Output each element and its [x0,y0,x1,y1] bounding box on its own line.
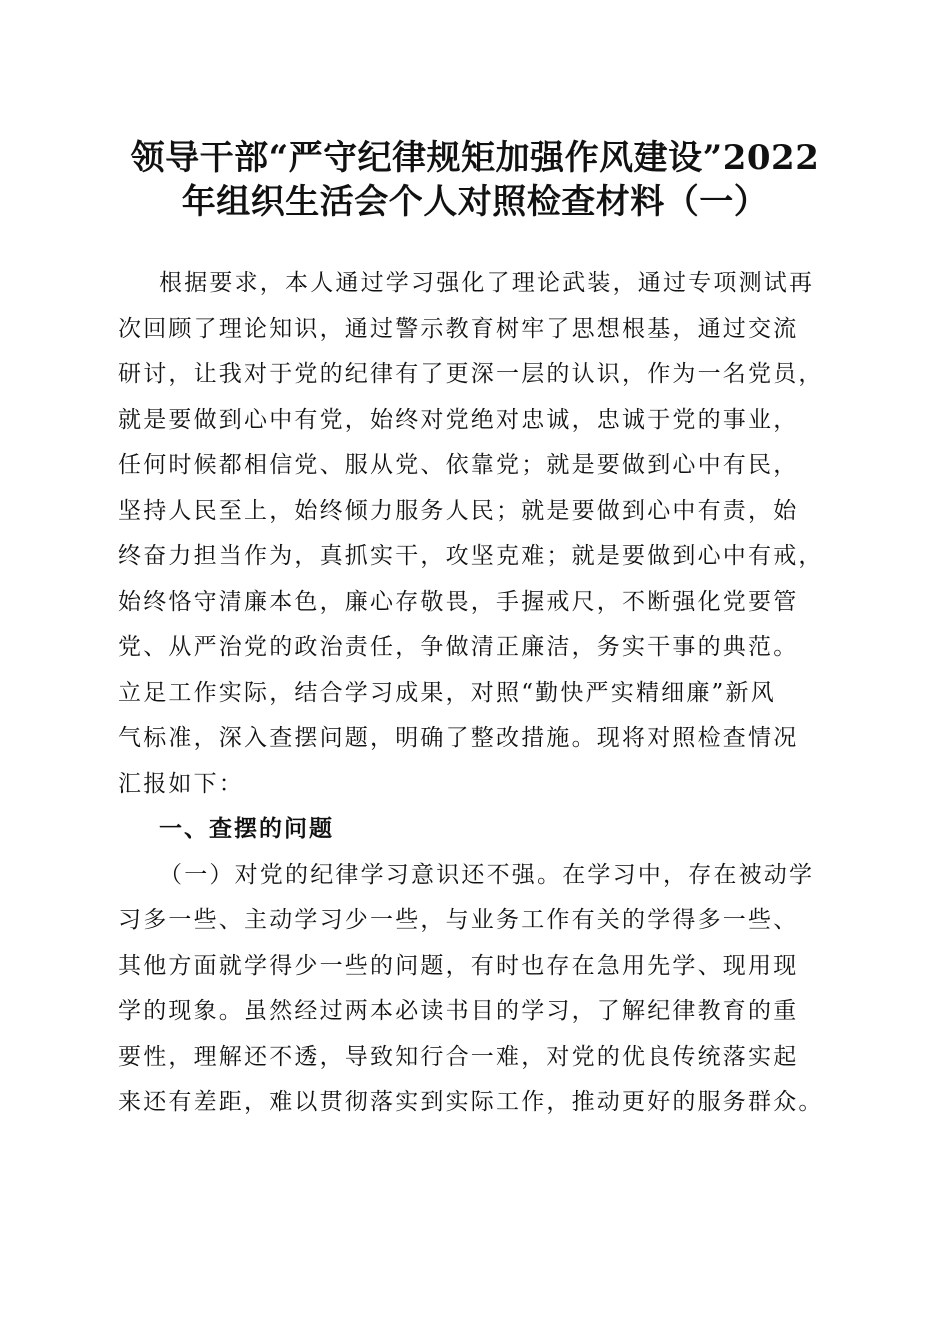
paragraph-line: 始终恪守清廉本色，廉心存敬畏，手握戒尺，不断强化党要管 [118,588,799,615]
paragraph-line: 就是要做到心中有党，始终对党绝对忠诚，忠诚于党的事业， [118,406,799,433]
section-problems [118,807,838,1126]
paragraph-line: 根据要求，本人通过学习强化了理论武装，通过专项测试再 [159,270,815,296]
paragraph-line: 来还有差距，难以贯彻落实到实际工作，推动更好的服务群众。 [118,1089,824,1115]
paragraph-line: 习多一些、主动学习少一些，与业务工作有关的学得多一些、 [118,907,799,933]
paragraph-line: 学的现象。虽然经过两本必读书目的学习，了解纪律教育的重 [118,998,799,1024]
intro-paragraph [118,261,838,807]
paragraph-line: 研讨，让我对于党的纪律有了更深一层的认识，作为一名党员， [118,361,824,387]
paragraph-line: 气标准，深入查摆问题，明确了整改措施。现将对照检查情况 [118,725,799,751]
paragraph-line: （一）对党的纪律学习意识还不强。在学习中，存在被动学 [159,861,815,888]
paragraph-line: 终奋力担当作为，真抓实干，攻坚克难；就是要做到心中有戒， [118,543,824,569]
paragraph-line: 立足工作实际，结合学习成果，对照“勤快严实精细廉”新风 [118,679,776,706]
document-title-line-1: 领导干部“严守纪律规矩加强作风建设”2022 [130,138,820,178]
paragraph-line: 任何时候都相信党、服从党、依靠党；就是要做到心中有民， [118,452,799,478]
paragraph-line: 其他方面就学得少一些的问题，有时也存在急用先学、现用现 [118,952,799,979]
paragraph-line: 要性，理解还不透，导致知行合一难，对党的优良传统落实起 [118,1043,799,1070]
paragraph-line: 次回顾了理论知识，通过警示教育树牢了思想根基，通过交流 [118,315,799,342]
section-heading: 一、查摆的问题 [159,816,334,842]
document-title-line-2: 年组织生活会个人对照检查材料（一） [181,182,769,222]
paragraph-line: 党、从严治党的政治责任，争做清正廉洁，务实干事的典范。 [118,634,799,660]
paragraph-line: 坚持人民至上，始终倾力服务人民；就是要做到心中有责，始 [118,497,799,524]
paragraph-line: 汇报如下： [118,770,244,797]
